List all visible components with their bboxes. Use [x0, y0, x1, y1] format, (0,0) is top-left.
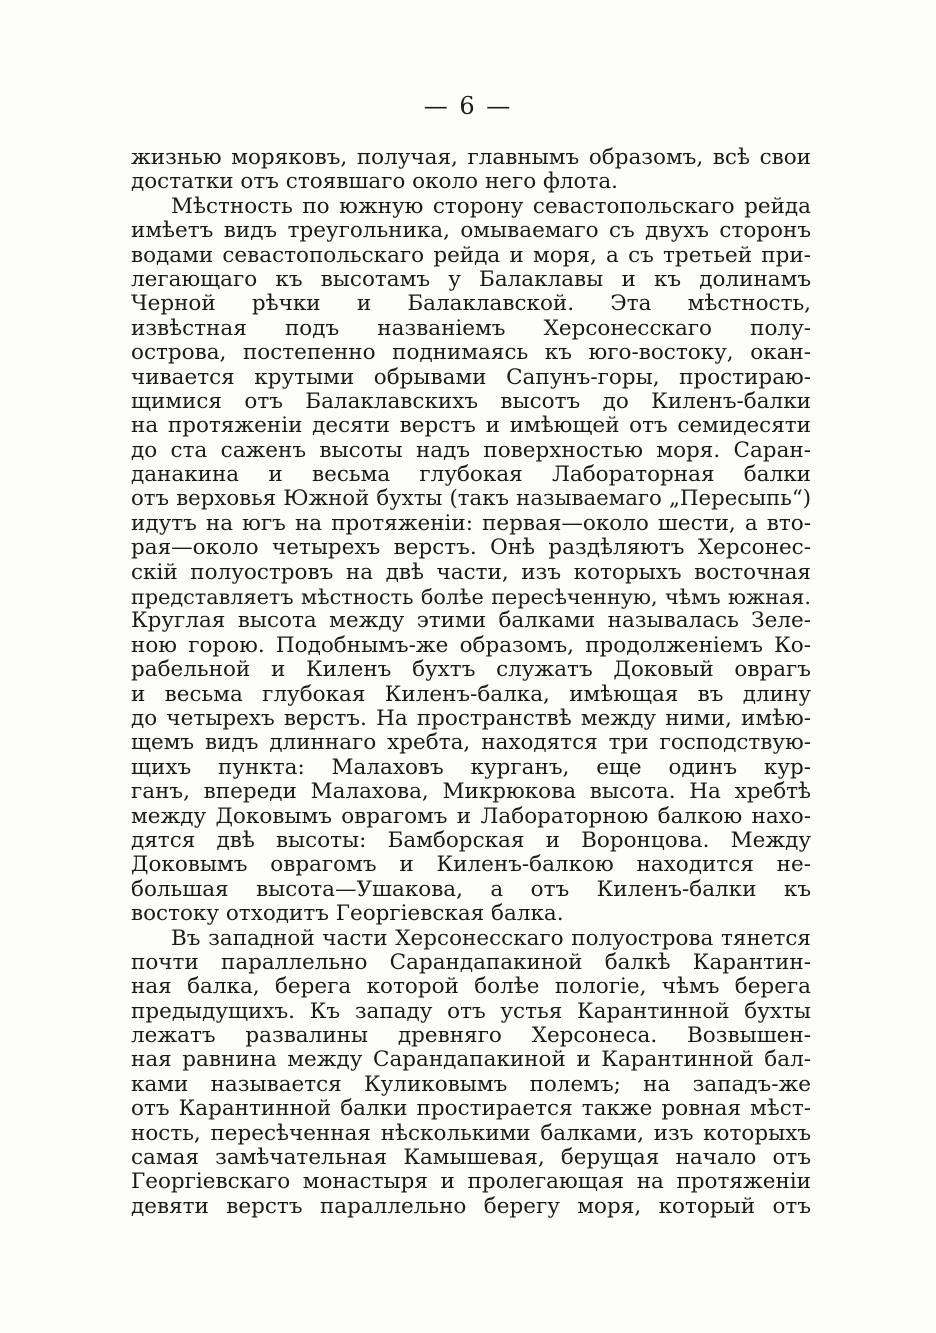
- text-line: водами севастопольскаго рейда и моря, а съ третьей при-: [131, 243, 811, 268]
- text-line: жизнью моряковъ, получая, главнымъ образомъ, всѣ свои: [131, 146, 811, 170]
- text-line: представляетъ мѣстность болѣе пересѣченную, чѣмъ южная.: [131, 585, 811, 610]
- text-line: данакина и весьма глубокая Лабораторная балки: [131, 463, 811, 488]
- text-line: лежатъ развалины древняго Херсонеса. Возвышен-: [131, 1024, 811, 1049]
- text-line: щимися отъ Балаклавскихъ высотъ до Киленъ-балки: [131, 389, 811, 414]
- text-line: Георгіевскаго монастыря и пролегающая на протяженіи: [131, 1170, 811, 1195]
- text-line: Доковымъ оврагомъ и Киленъ-балкою находится не-: [131, 853, 811, 878]
- text-line: легающаго къ высотамъ у Балаклавы и къ долинамъ: [131, 267, 811, 292]
- text-line: до ста саженъ высоты надъ поверхностью моря. Саран-: [131, 438, 811, 463]
- text-line: чивается крутыми обрывами Сапунъ-горы, простираю-: [131, 365, 811, 390]
- text-line: ками называется Куликовымъ полемъ; на западъ-же: [131, 1072, 811, 1097]
- text-line: отъ верховья Южной бухты (такъ называемаго „Пересыпь“): [131, 487, 811, 512]
- text-line: девяти верстъ параллельно берегу моря, который отъ: [131, 1194, 811, 1219]
- text-line: щемъ видъ длиннаго хребта, находятся три господствую-: [131, 731, 811, 756]
- text-line: и весьма глубокая Киленъ-балка, имѣющая въ длину: [131, 682, 811, 707]
- text-line: рабельной и Киленъ бухтъ служатъ Доковый оврагъ: [131, 658, 811, 683]
- text-line: имѣетъ видъ треугольника, омываемаго съ двухъ сторонъ: [131, 219, 811, 244]
- text-line: Мѣстность по южную сторону севастопольскаго рейда: [171, 194, 811, 219]
- text-line: на протяженіи десяти верстъ и имѣющей отъ семидесяти: [131, 414, 811, 439]
- text-line: достатки отъ стоявшаго около него флота.: [131, 170, 619, 195]
- page-number: — 6 —: [423, 92, 513, 120]
- text-line: Черной рѣчки и Балаклавской. Эта мѣстность,: [131, 292, 811, 317]
- text-line: самая замѣчательная Камышевая, берущая начало отъ: [131, 1146, 811, 1171]
- text-line: острова, постепенно поднимаясь къ юго-востоку, окан-: [131, 341, 811, 366]
- text-line: ная равнина между Сарандапакиной и Карантинной бал-: [131, 1048, 811, 1073]
- text-line: ная балка, берега которой болѣе пологіе, чѣмъ берега: [131, 975, 811, 1000]
- text-line: почти параллельно Сарандапакиной балкѣ Карантин-: [131, 950, 811, 975]
- text-line: Въ западной части Херсонесскаго полуострова тянется: [171, 926, 811, 951]
- text-line: ною горою. Подобнымъ-же образомъ, продолженіемъ Ко-: [131, 633, 811, 658]
- text-line: рая—около четырехъ верстъ. Онѣ раздѣляютъ Херсонес-: [131, 536, 811, 561]
- text-line: до четырехъ верстъ. На пространствѣ между ними, имѣю-: [131, 706, 811, 731]
- text-line: дятся двѣ высоты: Бамборская и Воронцова. Между: [131, 828, 811, 853]
- text-line: Круглая высота между этими балками называлась Зеле-: [131, 609, 811, 634]
- text-line: ность, пересѣченная нѣсколькими балками, изъ которыхъ: [131, 1121, 811, 1146]
- text-line: щихъ пункта: Малаховъ курганъ, еще одинъ кур-: [131, 755, 811, 780]
- text-line: предыдущихъ. Къ западу отъ устья Карантинной бухты: [131, 999, 811, 1024]
- text-line: востоку отходитъ Георгіевская балка.: [131, 902, 564, 927]
- text-line: между Доковымъ оврагомъ и Лабораторною балкою нахо-: [131, 804, 811, 829]
- text-line: скій полуостровъ на двѣ части, изъ которыхъ восточная: [131, 560, 811, 585]
- text-line: ганъ, впереди Малахова, Микрюкова высота. На хребтѣ: [131, 780, 811, 805]
- text-line: извѣстная подъ названіемъ Херсонесскаго полу-: [131, 316, 811, 341]
- body-text: [131, 146, 811, 1219]
- text-line: идутъ на югъ на протяженіи: первая—около шести, а вто-: [131, 511, 811, 536]
- text-line: большая высота—Ушакова, а отъ Киленъ-балки къ: [131, 877, 811, 902]
- text-line: отъ Карантинной балки простирается также ровная мѣст-: [131, 1097, 811, 1122]
